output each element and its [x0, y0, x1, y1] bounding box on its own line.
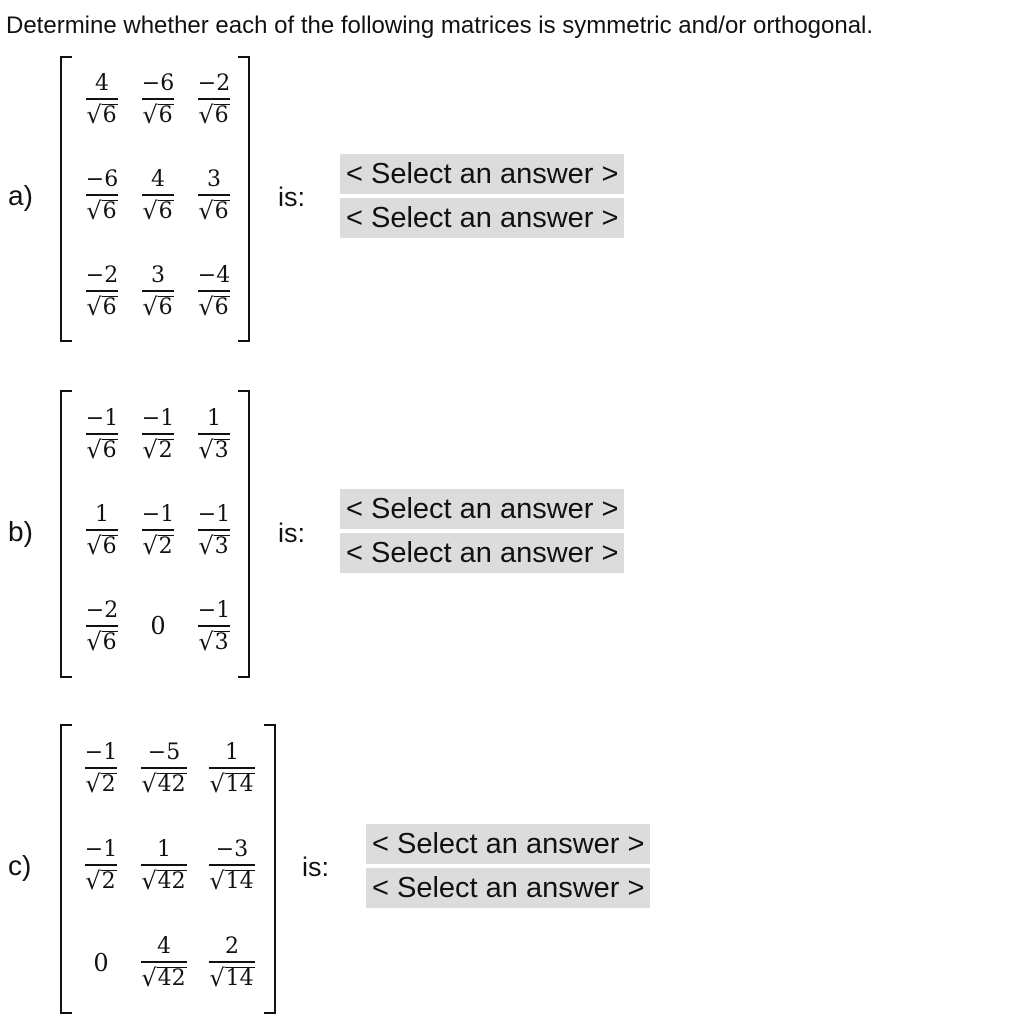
- radicand: 6: [158, 294, 173, 320]
- matrix-cell: [186, 482, 242, 578]
- matrix-cell: [186, 386, 242, 482]
- matrix-cell: [74, 720, 128, 817]
- radical-sign-icon: √: [142, 196, 158, 225]
- radicand: 6: [158, 198, 173, 224]
- radicand: 42: [157, 966, 186, 991]
- fraction: [198, 407, 229, 462]
- denominator: [141, 864, 186, 893]
- denominator: [86, 625, 117, 654]
- square-root: [209, 966, 254, 990]
- matrix: [60, 56, 250, 342]
- numerator: 3: [206, 166, 221, 192]
- radicand: 14: [225, 772, 254, 797]
- radicand: 6: [102, 437, 117, 463]
- denominator: [142, 529, 173, 558]
- square-root: [209, 772, 254, 796]
- matrix-cell: [74, 578, 130, 674]
- radical-sign-icon: √: [142, 531, 158, 560]
- radical-sign-icon: √: [86, 531, 102, 560]
- radicand: 2: [101, 772, 116, 797]
- denominator: [86, 529, 117, 558]
- denominator: [198, 529, 229, 558]
- matrix-cell: [74, 147, 130, 243]
- fraction: [209, 741, 254, 796]
- denominator: [142, 98, 173, 127]
- denominator: [141, 767, 186, 796]
- fraction: [196, 599, 232, 654]
- denominator: [209, 864, 254, 893]
- matrix-cell: [200, 720, 264, 817]
- fraction: [198, 168, 229, 223]
- problem-b: [0, 390, 1017, 680]
- matrix-cell: [130, 243, 186, 339]
- fraction: [142, 168, 173, 223]
- fraction: [140, 503, 176, 558]
- numerator: −1: [84, 740, 118, 765]
- answer-select-1[interactable]: < Select an answer >: [366, 824, 650, 864]
- numerator: −5: [147, 740, 181, 765]
- matrix-cell: [186, 147, 242, 243]
- numerator: 4: [150, 166, 165, 192]
- radicand: 6: [102, 102, 117, 128]
- radical-sign-icon: √: [198, 627, 214, 656]
- denominator: [142, 290, 173, 319]
- radical-sign-icon: √: [198, 100, 214, 129]
- radicand: 6: [214, 198, 229, 224]
- answer-select-2[interactable]: < Select an answer >: [340, 533, 624, 573]
- matrix-cell: [74, 243, 130, 339]
- denominator: [86, 98, 117, 127]
- radical-sign-icon: √: [86, 196, 102, 225]
- square-root: [86, 196, 117, 225]
- fraction: [209, 838, 254, 893]
- matrix-cell: [130, 482, 186, 578]
- radical-sign-icon: √: [142, 435, 158, 464]
- denominator: [198, 98, 229, 127]
- matrix-cell: [186, 243, 242, 339]
- denominator: [85, 864, 116, 893]
- numerator: 1: [206, 405, 221, 431]
- numerator: −6: [85, 166, 119, 192]
- problem-a: [0, 56, 1017, 346]
- square-root: [198, 627, 229, 656]
- radical-sign-icon: √: [209, 867, 225, 895]
- square-root: [141, 869, 186, 893]
- numerator: −1: [85, 405, 119, 431]
- is-label: is:: [302, 852, 329, 882]
- numerator: 3: [150, 262, 165, 288]
- radicand: 3: [214, 437, 229, 463]
- radicand: 3: [214, 533, 229, 559]
- numerator: −2: [85, 262, 119, 288]
- fraction: [140, 72, 176, 127]
- denominator: [86, 290, 117, 319]
- radical-sign-icon: √: [198, 196, 214, 225]
- matrix-cell: [128, 720, 200, 817]
- fraction: [84, 168, 120, 223]
- square-root: [142, 292, 173, 321]
- matrix-cell: [130, 578, 186, 674]
- square-root: [198, 435, 229, 464]
- answer-select-1[interactable]: < Select an answer >: [340, 489, 624, 529]
- denominator: [142, 433, 173, 462]
- square-root: [86, 292, 117, 321]
- numerator: 1: [224, 740, 239, 765]
- square-root: [86, 100, 117, 129]
- fraction: [196, 264, 232, 319]
- numerator: −4: [197, 262, 231, 288]
- radicand: 6: [214, 102, 229, 128]
- square-root: [142, 100, 173, 129]
- matrix: [60, 724, 276, 1014]
- radical-sign-icon: √: [209, 770, 225, 798]
- radicand: 14: [225, 869, 254, 894]
- denominator: [85, 767, 116, 796]
- numerator: −2: [197, 70, 231, 96]
- fraction: [141, 838, 186, 893]
- square-root: [198, 196, 229, 225]
- matrix-cell: [130, 51, 186, 147]
- answer-select-1[interactable]: < Select an answer >: [340, 154, 624, 194]
- matrix: [60, 390, 250, 678]
- denominator: [209, 961, 254, 990]
- radical-sign-icon: √: [85, 867, 101, 895]
- radicand: 2: [158, 533, 173, 559]
- problem-c: [0, 724, 1017, 1018]
- fraction: [84, 407, 120, 462]
- radicand: 42: [157, 869, 186, 894]
- fraction: [84, 599, 120, 654]
- matrix-cell: [128, 817, 200, 914]
- numerator: 4: [156, 934, 171, 959]
- square-root: [85, 869, 116, 893]
- square-root: [86, 627, 117, 656]
- fraction: [83, 741, 119, 796]
- matrix-entry: 0: [93, 948, 109, 977]
- numerator: −1: [84, 837, 118, 862]
- radical-sign-icon: √: [141, 964, 157, 992]
- radical-sign-icon: √: [86, 292, 102, 321]
- problem-label: b): [8, 516, 33, 547]
- matrix-cell: [200, 817, 264, 914]
- answer-select-2[interactable]: < Select an answer >: [340, 198, 624, 238]
- matrix-cell: [74, 482, 130, 578]
- radicand: 6: [102, 198, 117, 224]
- radicand: 6: [102, 533, 117, 559]
- radicand: 3: [214, 629, 229, 655]
- matrix-cell: [74, 914, 128, 1011]
- fraction: [141, 741, 186, 796]
- fraction: [84, 264, 120, 319]
- radicand: 6: [102, 294, 117, 320]
- fraction: [196, 72, 232, 127]
- fraction: [141, 935, 186, 990]
- problem-label: a): [8, 180, 33, 211]
- matrix-cell: [130, 147, 186, 243]
- fraction: [140, 407, 176, 462]
- square-root: [141, 772, 186, 796]
- numerator: −2: [85, 597, 119, 623]
- radical-sign-icon: √: [142, 292, 158, 321]
- radical-sign-icon: √: [198, 292, 214, 321]
- fraction: [86, 72, 117, 127]
- radical-sign-icon: √: [198, 531, 214, 560]
- square-root: [86, 435, 117, 464]
- matrix-cell: [74, 51, 130, 147]
- square-root: [198, 531, 229, 560]
- numerator: 1: [156, 837, 171, 862]
- radicand: 42: [157, 772, 186, 797]
- denominator: [198, 625, 229, 654]
- radical-sign-icon: √: [198, 435, 214, 464]
- square-root: [86, 531, 117, 560]
- square-root: [198, 292, 229, 321]
- denominator: [198, 433, 229, 462]
- numerator: 2: [224, 934, 239, 959]
- square-root: [142, 531, 173, 560]
- square-root: [198, 100, 229, 129]
- square-root: [142, 435, 173, 464]
- numerator: −1: [141, 405, 175, 431]
- matrix-cell: [130, 386, 186, 482]
- fraction: [86, 503, 117, 558]
- denominator: [86, 194, 117, 223]
- fraction: [83, 838, 119, 893]
- radicand: 6: [214, 294, 229, 320]
- matrix-cell: [74, 817, 128, 914]
- fraction: [196, 503, 232, 558]
- fraction: [209, 935, 254, 990]
- answer-select-2[interactable]: < Select an answer >: [366, 868, 650, 908]
- denominator: [209, 767, 254, 796]
- matrix-entry: 0: [150, 612, 166, 640]
- denominator: [198, 290, 229, 319]
- denominator: [141, 961, 186, 990]
- radical-sign-icon: √: [142, 100, 158, 129]
- numerator: −1: [141, 501, 175, 527]
- matrix-cell: [186, 578, 242, 674]
- square-root: [141, 966, 186, 990]
- numerator: −3: [215, 837, 249, 862]
- radical-sign-icon: √: [141, 770, 157, 798]
- matrix-cell: [186, 51, 242, 147]
- numerator: −1: [197, 597, 231, 623]
- radicand: 6: [102, 629, 117, 655]
- numerator: 4: [94, 70, 109, 96]
- fraction: [142, 264, 173, 319]
- numerator: −6: [141, 70, 175, 96]
- radicand: 2: [101, 869, 116, 894]
- matrix-cell: [200, 914, 264, 1011]
- radical-sign-icon: √: [85, 770, 101, 798]
- square-root: [142, 196, 173, 225]
- matrix-grid: [74, 51, 242, 339]
- problem-label: c): [8, 850, 32, 881]
- denominator: [198, 194, 229, 223]
- radicand: 14: [225, 966, 254, 991]
- denominator: [142, 194, 173, 223]
- radical-sign-icon: √: [209, 964, 225, 992]
- matrix-grid: [74, 386, 242, 674]
- radical-sign-icon: √: [86, 100, 102, 129]
- radical-sign-icon: √: [86, 435, 102, 464]
- numerator: −1: [197, 501, 231, 527]
- matrix-cell: [74, 386, 130, 482]
- question-prompt: Determine whether each of the following matrices is symmetric and/or orthogonal.: [6, 12, 874, 39]
- is-label: is:: [278, 182, 305, 212]
- numerator: 1: [94, 501, 109, 527]
- radical-sign-icon: √: [141, 867, 157, 895]
- is-label: is:: [278, 518, 305, 548]
- square-root: [85, 772, 116, 796]
- denominator: [86, 433, 117, 462]
- matrix-grid: [74, 720, 264, 1011]
- radical-sign-icon: √: [86, 627, 102, 656]
- matrix-cell: [128, 914, 200, 1011]
- radicand: 2: [158, 437, 173, 463]
- radicand: 6: [158, 102, 173, 128]
- square-root: [209, 869, 254, 893]
